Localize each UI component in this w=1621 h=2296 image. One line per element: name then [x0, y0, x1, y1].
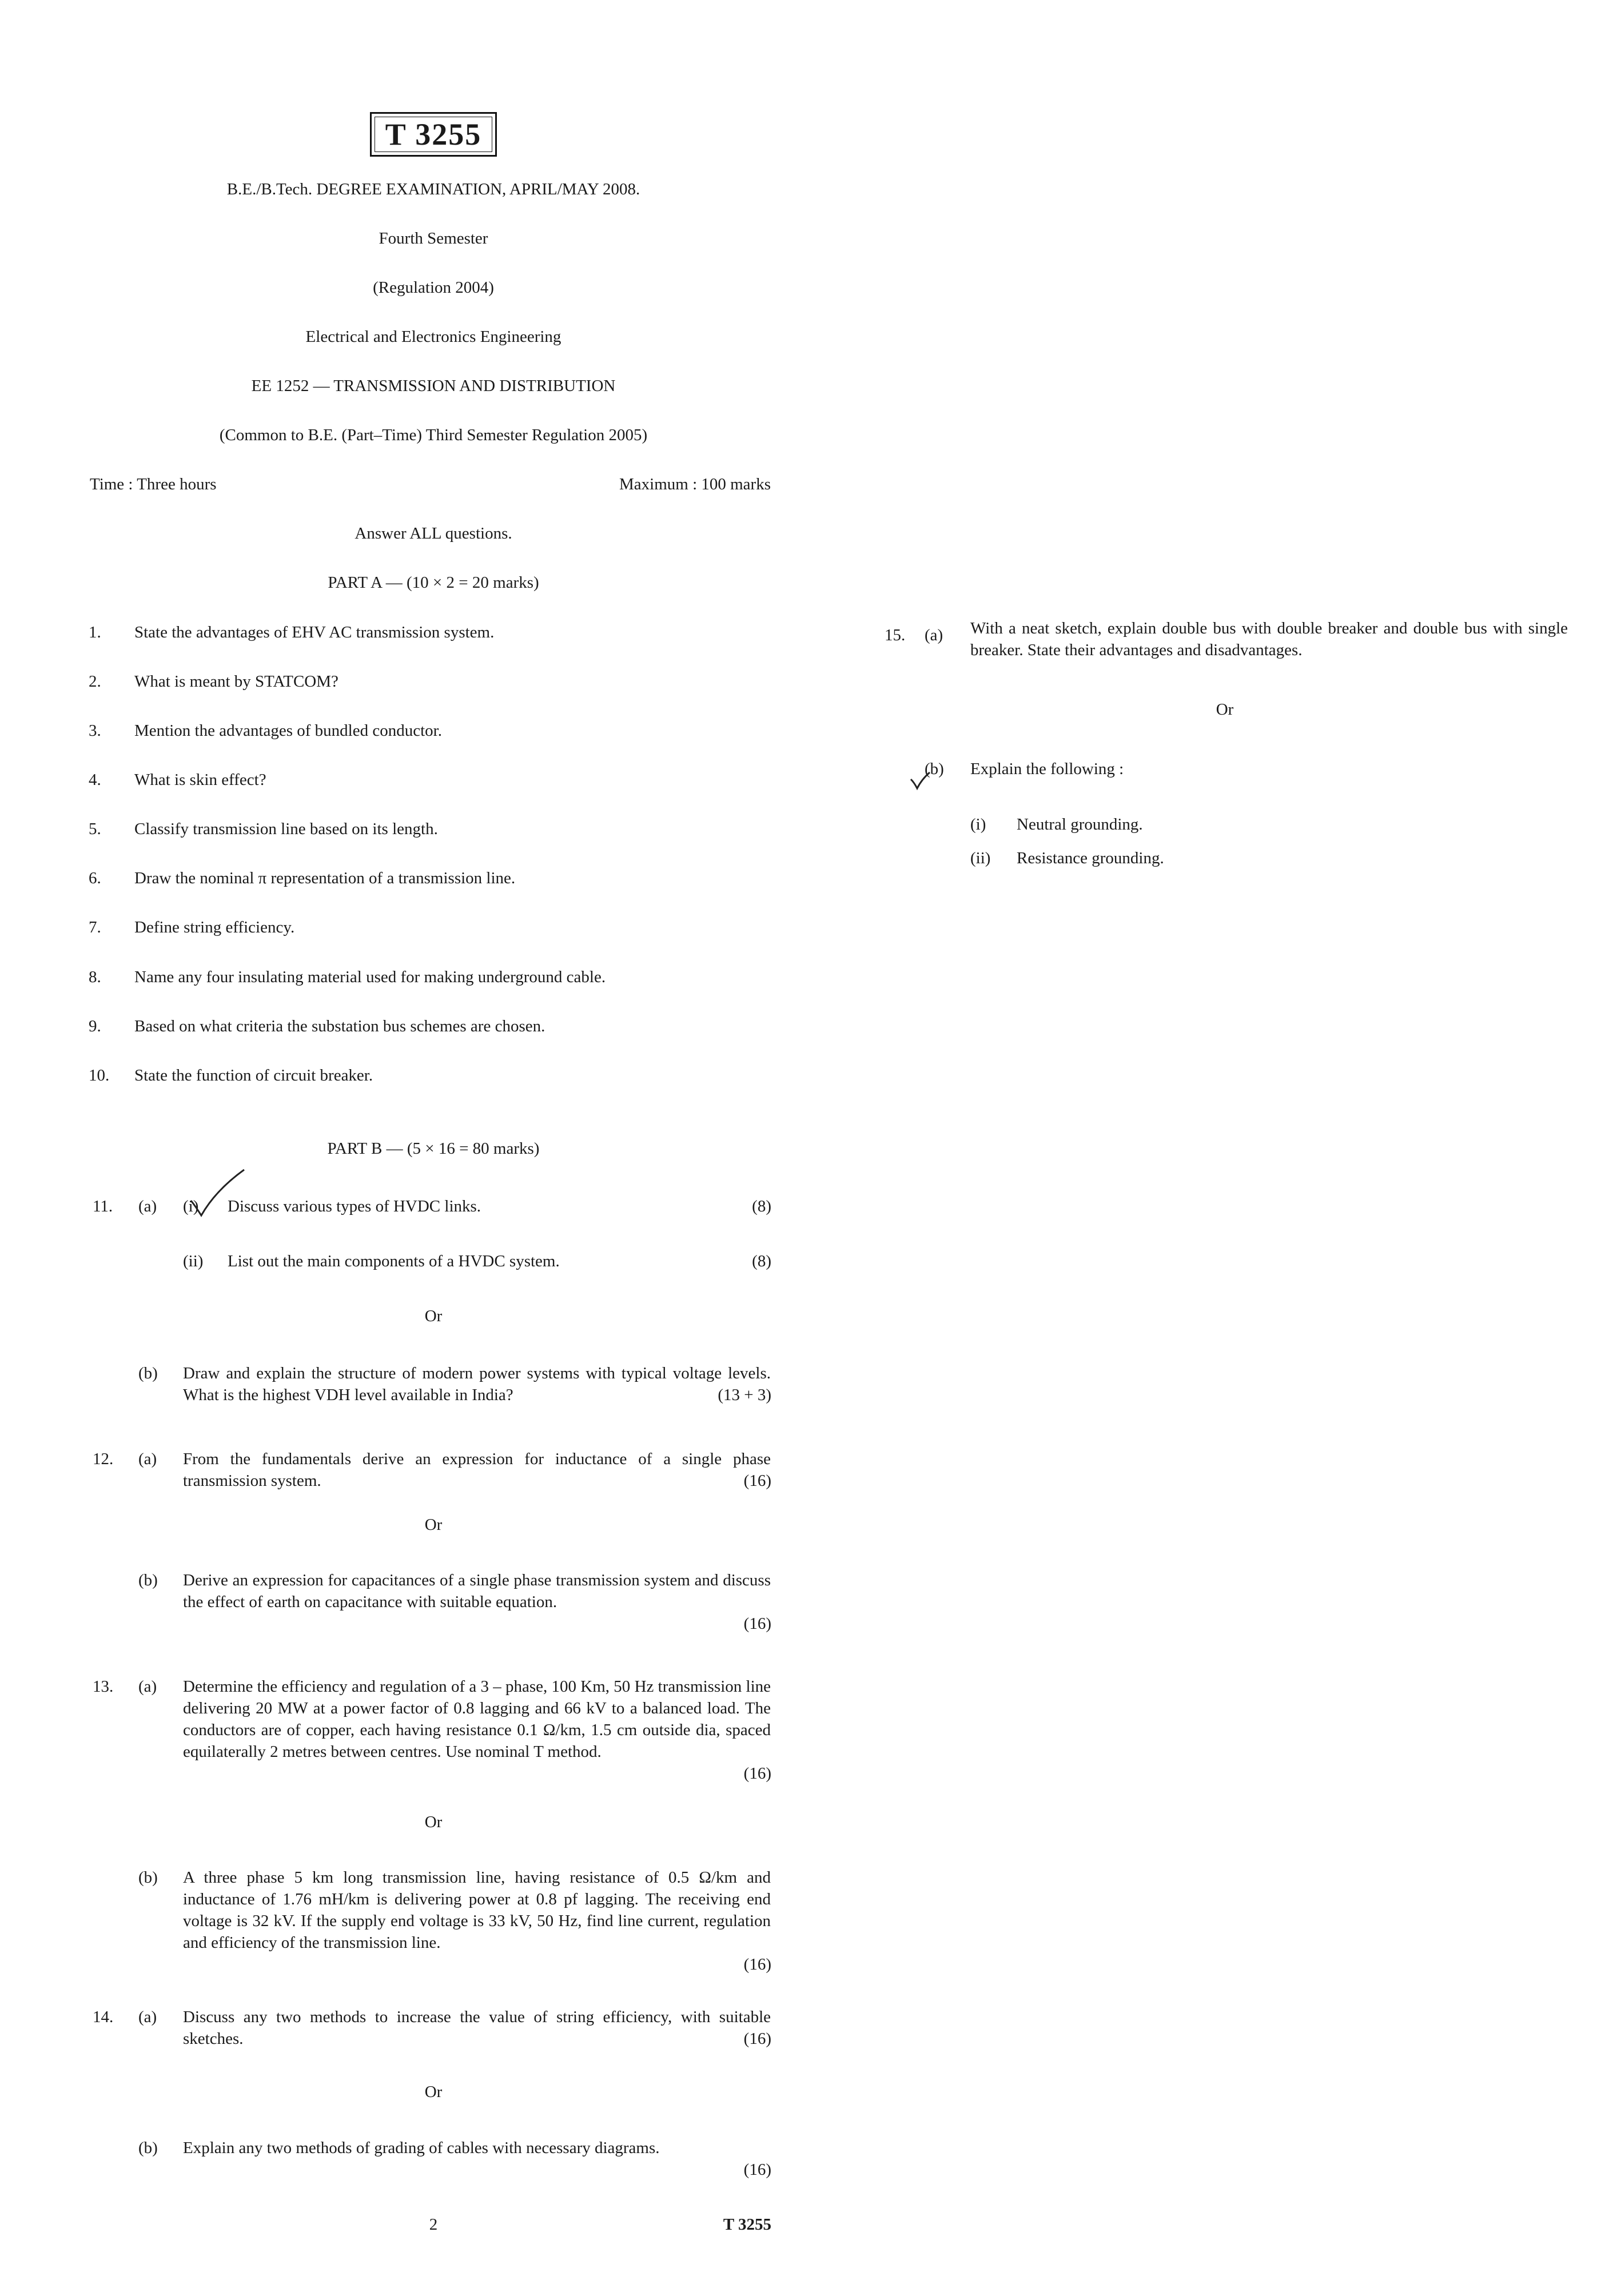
question-number: 6. [89, 869, 101, 887]
question-text: Explain any two methods of grading of cables with necessary diagrams. [183, 2139, 660, 2157]
sub-label-a: (a) [138, 1677, 157, 1696]
or-separator: Or [424, 1813, 443, 1831]
marks: (16) [743, 2161, 771, 2179]
sub-label-b: (b) [925, 760, 944, 778]
question-number: 1. [89, 623, 101, 641]
question-text: Based on what criteria the substation bus schemes are chosen. [134, 1017, 545, 1035]
course-title: EE 1252 — TRANSMISSION AND DISTRIBUTION [251, 377, 616, 395]
sub-label-b: (b) [138, 1571, 158, 1589]
check-mark-icon [909, 769, 932, 792]
marks: (16) [743, 1955, 771, 1974]
sub-label-a: (a) [138, 2008, 157, 2026]
question-number: 7. [89, 918, 101, 936]
question-text: Derive an expression for capacitances of a single phase transmission system and discuss the effect of earth on capacitance with suitable equation. [183, 1571, 771, 1611]
department: Electrical and Electronics Engineering [305, 328, 561, 346]
question-text: Mention the advantages of bundled conductor. [134, 722, 442, 740]
part-b-title: PART B — (5 × 16 = 80 marks) [327, 1139, 540, 1158]
question-text: Classify transmission line based on its length. [134, 820, 438, 838]
marks: (16) [743, 1764, 771, 1783]
sub-label-i: (i) [183, 1197, 199, 1215]
sub-label-a: (a) [925, 626, 943, 644]
regulation: (Regulation 2004) [373, 278, 494, 297]
question-number: 4. [89, 771, 101, 789]
question-text: Draw and explain the structure of modern power systems with typical voltage levels. What is the highest VDH level available in India? [183, 1364, 771, 1404]
question-text: With a neat sketch, explain double bus with double breaker and double bus with single breaker. State their advantages and disadvantages. [970, 619, 1568, 659]
question-text: Explain the following : [970, 760, 1124, 778]
question-text: Determine the efficiency and regulation of a 3 – phase, 100 Km, 50 Hz transmission line delivering 20 MW at a power factor of 0.8 lagging and 66 kV to a balanced load. The conductors are of copper, each having resistance 0.1 Ω/km, 1.5 cm outside dia, spaced equilaterally 2 metres between centres. Use nominal T method. [183, 1677, 771, 1761]
time-label: Time : Three hours [90, 475, 217, 493]
question-number: 3. [89, 722, 101, 740]
marks: (16) [743, 2030, 771, 2048]
or-separator: Or [424, 2083, 443, 2101]
sub-label-b: (b) [138, 2139, 158, 2157]
question-number: 5. [89, 820, 101, 838]
paper-code-box [370, 112, 497, 157]
instruction: Answer ALL questions. [355, 524, 512, 543]
max-marks: Maximum : 100 marks [619, 475, 771, 493]
question-text: Name any four insulating material used for making underground cable. [134, 968, 606, 986]
question-text: Draw the nominal π representation of a transmission line. [134, 869, 516, 887]
question-number: 8. [89, 968, 101, 986]
marks: (8) [752, 1197, 771, 1215]
question-number: 2. [89, 672, 101, 691]
exam-title: B.E./B.Tech. DEGREE EXAMINATION, APRIL/MAY 2008. [226, 180, 640, 198]
question-number: 13. [93, 1677, 114, 1696]
question-number: 14. [93, 2008, 114, 2026]
question-number: 9. [89, 1017, 101, 1035]
question-text: Neutral grounding. [1017, 815, 1143, 834]
or-separator: Or [1216, 700, 1234, 719]
question-text: List out the main components of a HVDC system. [228, 1252, 560, 1270]
page-number: 2 [429, 2215, 438, 2234]
or-separator: Or [424, 1307, 443, 1325]
sub-label-a: (a) [138, 1450, 157, 1468]
question-text: State the function of circuit breaker. [134, 1066, 373, 1085]
question-text: Resistance grounding. [1017, 849, 1164, 867]
marks: (8) [752, 1252, 771, 1270]
or-separator: Or [424, 1516, 443, 1534]
common-to: (Common to B.E. (Part–Time) Third Semester Regulation 2005) [219, 426, 648, 444]
sub-label-ii: (ii) [183, 1252, 204, 1270]
question-text: What is meant by STATCOM? [134, 672, 338, 691]
marks: (13 + 3) [718, 1386, 771, 1404]
question-number: 11. [93, 1197, 113, 1215]
question-text: State the advantages of EHV AC transmission system. [134, 623, 495, 641]
sub-label-i: (i) [970, 815, 986, 834]
question-text: A three phase 5 km long transmission line, having resistance of 0.5 Ω/km and inductance of 1.76 mH/km is delivering power at 0.8 pf lagging. The receiving end voltage is 32 kV. If the supply end voltage is 33 kV, 50 Hz, find line current, regulation and efficiency of the transmission line. [183, 1868, 771, 1952]
part-a-title: PART A — (10 × 2 = 20 marks) [328, 573, 539, 592]
question-number: 12. [93, 1450, 114, 1468]
sub-label-b: (b) [138, 1868, 158, 1887]
question-text: Define string efficiency. [134, 918, 295, 936]
question-text: Discuss various types of HVDC links. [228, 1197, 481, 1215]
footer-code: T 3255 [723, 2215, 771, 2234]
question-text: From the fundamentals derive an expression for inductance of a single phase transmission system. [183, 1450, 771, 1490]
marks: (16) [743, 1472, 771, 1490]
sub-label-a: (a) [138, 1197, 157, 1215]
sub-label-ii: (ii) [970, 849, 991, 867]
semester: Fourth Semester [379, 229, 488, 248]
question-text: What is skin effect? [134, 771, 266, 789]
sub-label-b: (b) [138, 1364, 158, 1382]
question-number: 15. [885, 626, 906, 644]
question-number: 10. [89, 1066, 110, 1085]
marks: (16) [743, 1615, 771, 1633]
paper-code: T 3255 [385, 117, 482, 152]
question-text: Discuss any two methods to increase the value of string efficiency, with suitable sketches. [183, 2008, 771, 2048]
